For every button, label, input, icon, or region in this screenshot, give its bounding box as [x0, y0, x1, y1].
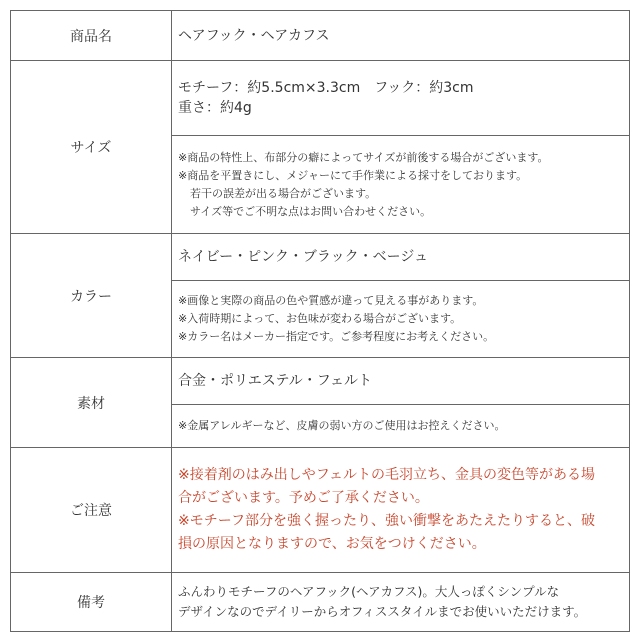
spec-row-remarks: [11, 573, 630, 632]
caution-line: 損の原因となりますので、お気をつけください。: [178, 536, 486, 552]
size-weight: 重さ：約4g: [178, 100, 252, 116]
spec-row-size: [11, 61, 630, 136]
material-value: 合金・ポリエステル・フェルト: [172, 358, 630, 405]
color-note: ※カラー名はメーカー指定です。ご参考程度にお考えください。: [178, 330, 495, 343]
size-note: 若干の誤差が出る場合がございます。: [190, 186, 377, 200]
caution-cell: [172, 448, 630, 573]
product-name-label: 商品名: [11, 11, 172, 61]
color-note: ※画像と実際の商品の色や質感が違って見える事があります。: [178, 294, 484, 307]
spec-row-caution: [11, 448, 630, 573]
caution-line: ※モチーフ部分を強く握ったり、強い衝撃をあたえたりすると、破: [178, 513, 596, 529]
product-name-value: ヘアフック・ヘアカフス: [172, 11, 630, 61]
color-label: カラー: [11, 234, 172, 358]
remarks-label: 備考: [11, 573, 172, 632]
size-dimensions: モチーフ：約5.5cm×3.3cm フック：約3cm: [178, 80, 474, 96]
caution-line: ※接着剤のはみ出しやフェルトの毛羽立ち、金具の変色等がある場: [178, 467, 596, 483]
size-note: ※商品の特性上、布部分の癖によってサイズが前後する場合がございます。: [178, 150, 549, 164]
size-note: サイズ等でご不明な点はお問い合わせください。: [190, 204, 432, 218]
size-notes-cell: [172, 136, 630, 234]
size-label: サイズ: [11, 61, 172, 234]
spec-row-color: [11, 234, 630, 281]
spec-row-product-name: [11, 11, 630, 61]
material-note: ※金属アレルギーなど、皮膚の弱い方のご使用はお控えください。: [172, 405, 630, 448]
spec-row-material: [11, 358, 630, 405]
size-main-cell: [172, 61, 630, 136]
remarks-line: ふんわりモチーフのヘアフック(ヘアカフス)。大人っぽくシンプルな: [178, 584, 560, 599]
color-value: ネイビー・ピンク・ブラック・ベージュ: [172, 234, 630, 281]
caution-line: 合がございます。予めご了承ください。: [178, 490, 429, 506]
material-label: 素材: [11, 358, 172, 448]
caution-label: ご注意: [11, 448, 172, 573]
size-note: ※商品を平置きにし、メジャーにて手作業による採寸をしております。: [178, 168, 528, 182]
color-notes-cell: [172, 281, 630, 358]
color-note: ※入荷時期によって、お色味が変わる場合がございます。: [178, 312, 462, 325]
remarks-cell: [172, 573, 630, 632]
remarks-line: デザインなのでデイリーからオフィススタイルまでお使いいただけます。: [178, 604, 587, 619]
product-spec-table: [10, 10, 630, 632]
